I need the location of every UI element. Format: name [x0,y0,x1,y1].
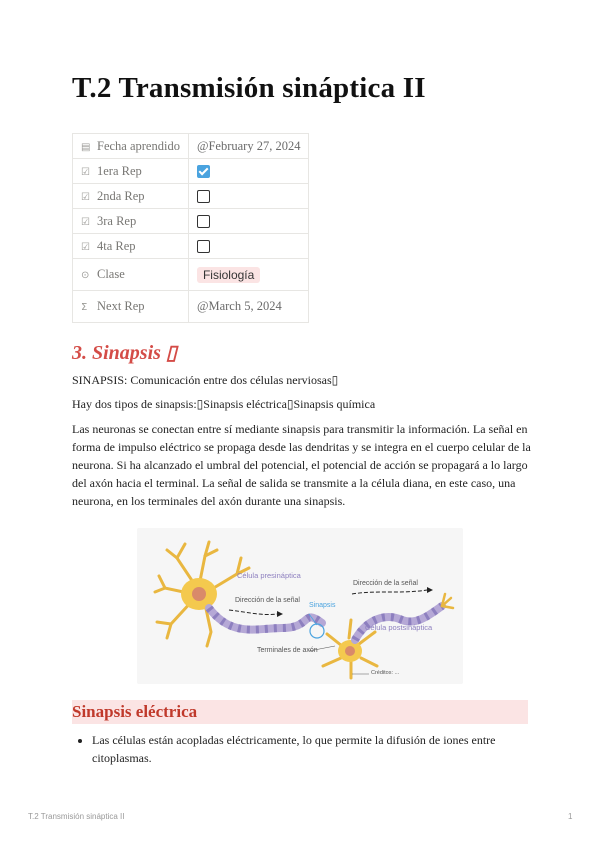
property-row [73,184,309,209]
checkbox-prop-icon: ☑ [81,166,90,178]
rep1-checkbox[interactable] [197,165,210,178]
definition-paragraph: SINAPSIS: Comunicación entre dos células nerviosas▯ [72,373,339,387]
synapse-label: Sinapsis [309,602,336,609]
property-row [73,291,309,323]
section-heading: 3. Sinapsis ▯ [72,342,177,364]
list-item: • Las células están acopladas eléctricamente, lo que permite la difusión de iones entre citoplasmas. [92,731,552,767]
direction-arrow-1 [229,610,277,615]
calendar-icon: ▤ [81,141,91,153]
property-key: Next Rep [97,299,145,313]
property-key: 1era Rep [97,163,142,178]
rep4-checkbox[interactable] [197,240,210,253]
property-key: 4ta Rep [97,238,136,253]
postsynaptic-nucleus [345,646,355,656]
property-row [73,159,309,184]
direction-label-1: Dirección de la señal [235,597,300,604]
formula-icon: Σ [81,302,88,313]
direction-arrow-1-head [277,611,283,617]
select-icon: ⊙ [81,270,90,281]
bullet-list [72,731,552,767]
presynaptic-label: Célula presináptica [237,571,301,580]
rep2-checkbox[interactable] [197,190,210,203]
checkbox-prop-icon: ☑ [81,191,90,203]
rep3-checkbox[interactable] [197,215,210,228]
property-value[interactable]: @March 5, 2024 [188,291,309,323]
class-tag[interactable]: Fisiología [197,267,260,283]
synapse-figure [137,528,463,684]
property-row [73,259,309,291]
property-key: 3ra Rep [97,213,137,228]
direction-arrow-2 [352,590,427,594]
page-title: T.2 Transmisión sináptica II [72,72,426,104]
postsynaptic-label: Célula postsináptica [365,623,433,632]
terminals-label: Terminales de axón [257,647,318,654]
property-key: 2nda Rep [97,188,145,203]
direction-label-2: Dirección de la señal [353,580,418,587]
subheading-electric-synapse: Sinapsis eléctrica [72,700,528,724]
property-row [73,234,309,259]
neuron-illustration [137,528,463,684]
checkbox-prop-icon: ☑ [81,216,90,228]
property-row [73,209,309,234]
body-paragraph: Las neuronas se conectan entre sí mediante sinapsis para transmitir la información. La señal en forma de impulso eléctrico se propaga desde las dendritas y se integra en el cuerpo celular de la neurona. Si ha alcanzado el umbral del potencial, el potencial de acción se propagará a lo largo del axón hacia el terminal. La señal de salida se transmite a la célula diana, en este caso, una neurona, en los terminales del axón durante una sinapsis. [72,422,531,508]
properties-table [72,133,309,323]
property-key: Clase [97,267,125,281]
direction-arrow-2-head [427,587,433,593]
property-row [73,134,309,159]
footer-page-number: 1 [568,812,573,821]
types-paragraph: Hay dos tipos de sinapsis:▯Sinapsis eléctrica▯Sinapsis química [72,397,376,411]
property-value[interactable]: @February 27, 2024 [188,134,309,159]
credit-label: Créditos: ... [371,670,400,676]
checkbox-prop-icon: ☑ [81,241,90,253]
synapse-marker [310,624,324,638]
footer-title: T.2 Transmisión sináptica II [28,812,125,821]
property-key: Fecha aprendido [97,138,180,153]
presynaptic-nucleus [192,587,206,601]
postsynaptic-terminals [442,594,453,608]
